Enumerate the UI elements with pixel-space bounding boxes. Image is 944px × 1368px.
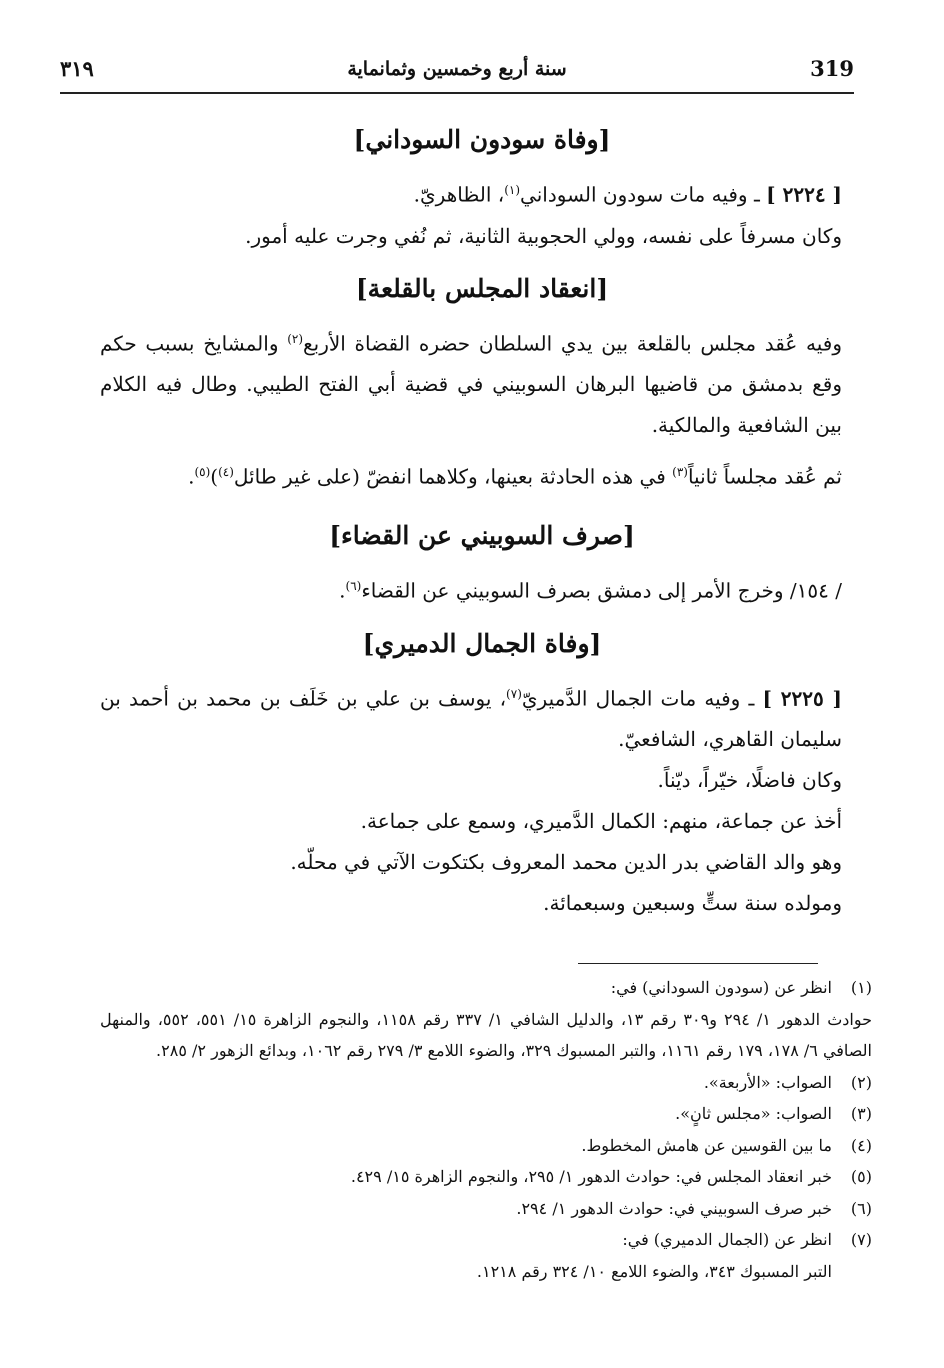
- paragraph: [100, 452, 864, 498]
- running-title: سنة أربع وخمسين وثمانماية: [347, 58, 567, 80]
- footnote-number: (٢): [850, 1072, 872, 1092]
- footnote-line: خبر صرف السوبيني في: حوادث الدهور ١/ ٢٩٤.: [516, 1198, 832, 1218]
- footnote-number: (٤): [850, 1135, 872, 1155]
- paragraph: [100, 566, 864, 612]
- text-run: ): [210, 464, 219, 489]
- footnote-number: (٣): [850, 1104, 872, 1123]
- paragraph: وهو والد القاضي بدر الدين محمد المعروف بكتكوت الآتي في محلّه.: [290, 850, 842, 875]
- footnote-number: (١): [850, 978, 872, 997]
- section-heading: [انعقاد المجلس بالقلعة]: [355, 273, 609, 303]
- footnote-number: (٦): [850, 1198, 872, 1218]
- footnote: [100, 1098, 872, 1130]
- footnote-ref: (٤): [218, 465, 234, 480]
- main-text: [100, 108, 864, 924]
- footnote: [100, 1130, 872, 1162]
- footnote-ref: (٥): [194, 465, 211, 480]
- footnote-divider: [578, 963, 818, 964]
- paragraph: وكان مسرفاً على نفسه، وولي الحجوبية الثانية، ثم نُفي وجرت عليه أمور.: [245, 223, 842, 248]
- section-heading: [صرف السوبيني عن القضاء]: [329, 520, 635, 550]
- footnote-ref: (٧): [506, 686, 522, 701]
- text-run: ثم عُقد مجلساً ثانياً: [687, 464, 842, 489]
- footnote-line: الصواب: «الأربعة».: [703, 1072, 832, 1092]
- footnote-ref: (٢): [287, 331, 304, 346]
- footnote-ref: (١): [504, 183, 521, 197]
- text-run: ، يوسف بن علي بن خَلَف بن محمد بن أحمد بن سليمان القاهري، الشافعيّ.: [100, 686, 842, 752]
- entry-paragraph: [100, 170, 864, 216]
- footnote-number: (٥): [850, 1167, 872, 1186]
- footnote-text: [100, 1224, 832, 1287]
- text-run: / ١٥٤/ وخرج الأمر إلى دمشق بصرف السوبيني عن القضاء: [361, 578, 842, 603]
- footnote: [100, 1193, 872, 1225]
- paragraph: وكان فاضلًا، خيّراً، ديّناً.: [657, 768, 842, 793]
- text-run: والمشايخ بسبب حكم وقع بدمشق من قاضيها البرهان السوبيني في قضية أبي الفتح الطيبي. وطال فيه الكلام بين الشافعية والمالكية.: [100, 331, 842, 438]
- footnote-ref: (٦): [345, 578, 362, 593]
- footnote: [100, 1161, 872, 1193]
- entry-paragraph: [100, 674, 864, 761]
- footnote: [100, 1224, 872, 1287]
- text-run: ـ وفيه مات الجمال الدَّميريّ: [521, 686, 763, 711]
- footnote-line: الصواب: «مجلس ثانٍ».: [675, 1104, 832, 1123]
- footnote-line: ما بين القوسين عن هامش المخطوط.: [581, 1135, 832, 1155]
- text-run: في هذه الحادثة بعينها، وكلاهما انفضّ (على غير طائل: [233, 464, 673, 489]
- footnote-line: خبر انعقاد المجلس في: حوادث الدهور ١/ ٢٩٥، والنجوم الزاهرة ١٥/ ٤٢٩.: [350, 1167, 832, 1186]
- text-run: .: [188, 464, 195, 489]
- paragraph: [100, 319, 864, 447]
- footnote-ref: (٣): [672, 465, 688, 480]
- footnote-line: انظر عن (الجمال الدميري) في:: [622, 1230, 832, 1249]
- footnote-line: التبر المسبوك ٣٤٣، والضوء اللامع ١٠/ ٣٢٤ رقم ١٢١٨.: [476, 1261, 832, 1281]
- text-run: ـ وفيه مات سودون السوداني: [520, 182, 767, 207]
- entry-number: [ ٢٢٢٤ ]: [766, 182, 842, 207]
- footnote-line: انظر عن (سودون السوداني) في:: [610, 978, 832, 997]
- page-header: [60, 52, 854, 94]
- page-number-arabic: ٣١٩: [60, 56, 94, 81]
- text-run: وفيه عُقد مجلس بالقلعة بين يدي السلطان حضره القضاة الأربع: [303, 331, 843, 356]
- text-run: .: [339, 578, 346, 603]
- footnotes: [100, 972, 872, 1287]
- page-number-latin: 319: [810, 56, 854, 81]
- section-heading: [وفاة الجمال الدميري]: [362, 628, 602, 658]
- paragraph: أخذ عن جماعة، منهم: الكمال الدَّميري، وسمع على جماعة.: [360, 809, 842, 834]
- footnote: [100, 972, 872, 1004]
- section-heading: [وفاة سودون السوداني]: [353, 125, 611, 154]
- text-run: ، الظاهريّ.: [413, 182, 505, 207]
- footnote-number: (٧): [850, 1230, 872, 1249]
- footnote: [100, 1067, 872, 1099]
- footnote-text: [100, 972, 832, 1004]
- footnote-continuation: حوادث الدهور ١/ ٢٩٤ و٣٠٩ رقم ١٣، والدليل الشافي ١/ ٣٣٧ رقم ١١٥٨، والنجوم الزاهرة ١٥/ ٥٥١، ٥٥٢، والمنهل الصافي ٦/ ١٧٨، ١٧٩ رقم ١١٦١، والتبر المسبوك ٣٢٩، والضوء اللامع ٣/ ٢٧٩ رقم ١٠٦٢، وبدائع الزهور ٢/ ٢٨٥.: [100, 1009, 873, 1060]
- paragraph: ومولده سنة ستٍّ وسبعين وسبعمائة.: [543, 891, 842, 916]
- entry-number: [ ٢٢٢٥ ]: [762, 686, 842, 711]
